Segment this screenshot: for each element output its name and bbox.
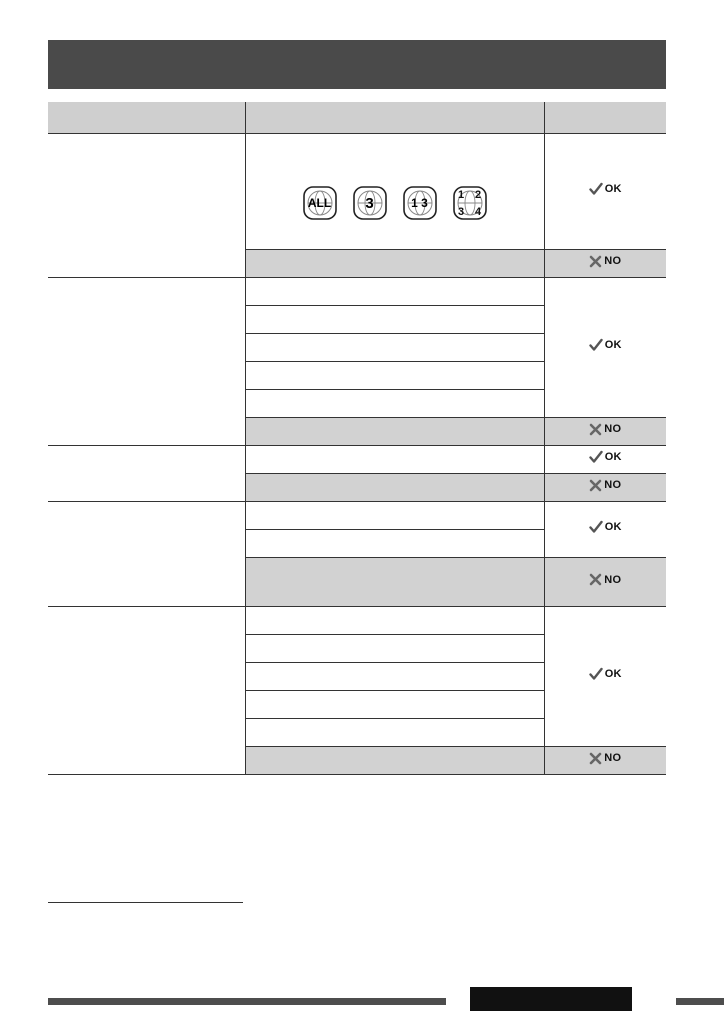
table-row [48, 502, 666, 530]
category-cell [48, 134, 245, 278]
result-cell-ok [544, 502, 666, 558]
region-icon-row [246, 134, 544, 246]
globe-icon [403, 186, 437, 220]
category-cell [48, 278, 245, 446]
region-grid-label: 1 2 3 4 [457, 188, 482, 218]
no-badge: NO [589, 573, 621, 586]
no-badge: NO [589, 255, 621, 268]
option-cell [245, 306, 544, 334]
result-cell-no [544, 418, 666, 446]
ok-badge: OK [589, 520, 622, 534]
ok-badge: OK [589, 182, 622, 196]
option-cell [245, 362, 544, 390]
compatibility-table [48, 102, 666, 775]
check-icon [589, 338, 603, 352]
footer-page-tab [470, 987, 632, 1011]
option-cell [245, 530, 544, 558]
region-1-3-label: 1 3 [411, 196, 428, 210]
option-cell [245, 635, 544, 663]
check-icon [589, 667, 603, 681]
result-cell-ok [544, 607, 666, 747]
cross-icon [589, 752, 602, 765]
region-3-label: 3 [365, 194, 374, 212]
result-cell-ok [544, 278, 666, 418]
result-cell-ok [544, 446, 666, 474]
category-cell [48, 607, 245, 775]
option-cell [245, 418, 544, 446]
table-header-row [48, 102, 666, 134]
category-cell [48, 502, 245, 607]
check-icon [589, 182, 603, 196]
footnote-divider [48, 902, 243, 903]
option-cell [245, 663, 544, 691]
result-cell-no [544, 747, 666, 775]
globe-icon [453, 186, 487, 220]
check-icon [589, 520, 603, 534]
option-cell [245, 278, 544, 306]
table-row [48, 607, 666, 635]
no-badge: NO [589, 479, 621, 492]
option-cell [245, 334, 544, 362]
option-cell [245, 607, 544, 635]
option-cell [245, 558, 544, 607]
globe-icon [303, 186, 337, 220]
region-all-label: ALL [307, 196, 332, 210]
option-cell [245, 390, 544, 418]
table-row [48, 278, 666, 306]
footer-bar-left [48, 998, 446, 1005]
option-cell [245, 250, 544, 278]
region-code-cell [245, 134, 544, 250]
no-badge: NO [589, 752, 621, 765]
globe-icon [353, 186, 387, 220]
result-cell-no [544, 474, 666, 502]
header-cell-category [48, 102, 245, 134]
header-cell-item [245, 102, 544, 134]
category-cell [48, 446, 245, 502]
option-cell [245, 691, 544, 719]
no-badge: NO [589, 423, 621, 436]
cross-icon [589, 255, 602, 268]
title-banner [48, 40, 666, 89]
table-row [48, 134, 666, 250]
option-cell [245, 719, 544, 747]
header-cell-result [544, 102, 666, 134]
footer-bar-right [676, 998, 724, 1005]
option-cell [245, 474, 544, 502]
option-cell [245, 502, 544, 530]
option-cell [245, 446, 544, 474]
result-cell-ok [544, 134, 666, 250]
result-cell-no [544, 250, 666, 278]
cross-icon [589, 479, 602, 492]
check-icon [589, 450, 603, 464]
ok-badge: OK [589, 338, 622, 352]
ok-badge: OK [589, 450, 622, 464]
option-cell [245, 747, 544, 775]
table-row [48, 446, 666, 474]
ok-badge: OK [589, 667, 622, 681]
cross-icon [589, 573, 602, 586]
cross-icon [589, 423, 602, 436]
result-cell-no [544, 558, 666, 607]
